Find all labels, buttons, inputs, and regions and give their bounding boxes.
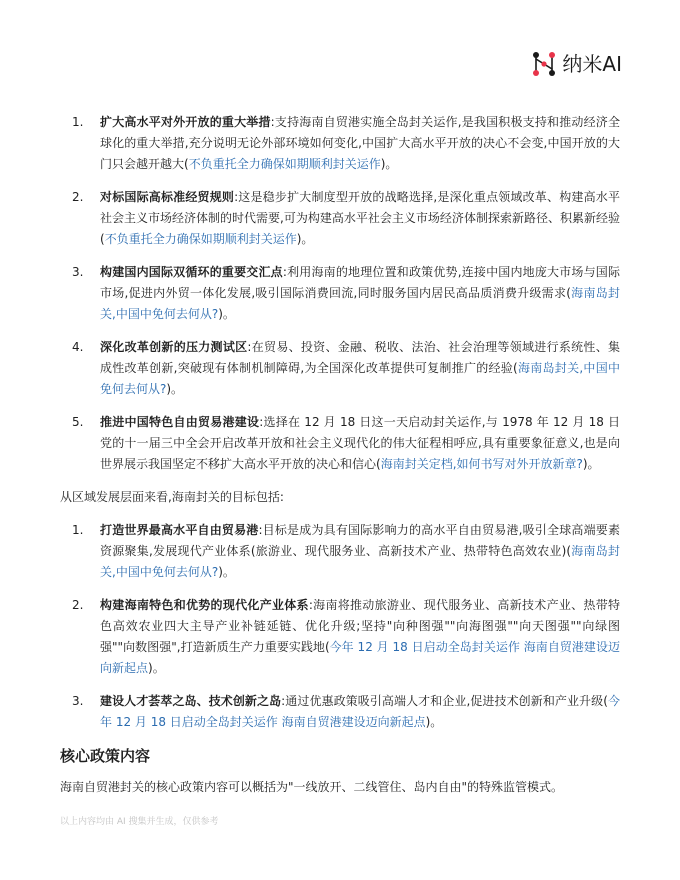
goals-list	[60, 520, 620, 733]
item-body: :利用海南的地理位置和政策优势,连接中国内地庞大市场与国际市场,促进内外贸一体化发展,吸引国际消费回流,同时服务国内居民高品质消费升级需求(	[100, 265, 620, 300]
list-item: 3. 建设人才荟萃之岛、技术创新之岛:通过优惠政策吸引高端人才和企业,促进技术创新和产业升级(今年 12 月 18 日启动全岛封关运作 海南自贸港建设迈向新起点)。	[72, 694, 620, 729]
ai-disclaimer: 以上内容均由 AI 搜集并生成，仅供参考	[60, 817, 219, 827]
section-heading: 核心政策内容	[60, 747, 151, 765]
document-body	[60, 112, 620, 810]
source-link[interactable]: 海南岛封关,中国中免何去何从?	[100, 544, 620, 579]
list-item: 3. 构建国内国际双循环的重要交汇点:利用海南的地理位置和政策优势,连接中国内地庞大市场与国际市场,促进内外贸一体化发展,吸引国际消费回流,同时服务国内居民高品质消费升级需求(海南岛封关,中国中免何去何从?)。	[72, 265, 620, 321]
brand-name: 纳米AI	[562, 52, 622, 76]
source-link[interactable]: 今年 12 月 18 日启动全岛封关运作 海南自贸港建设迈向新起点	[100, 694, 620, 729]
section-paragraph: 海南自贸港封关的核心政策内容可以概括为"一线放开、二线管住、岛内自由"的特殊监管模式。	[60, 780, 564, 794]
item-title: 建设人才荟萃之岛、技术创新之岛	[100, 694, 282, 708]
source-link[interactable]: 海南封关定档,如何书写对外开放新章?	[380, 457, 583, 471]
intro-paragraph: 从区域发展层面来看,海南封关的目标包括:	[60, 490, 284, 504]
source-link[interactable]: 海南岛封关,中国中免何去何从?	[100, 361, 620, 396]
list-item: 1. 扩大高水平对外开放的重大举措:支持海南自贸港实施全岛封关运作,是我国积极支持和推动经济全球化的重大举措,充分说明无论外部环境如何变化,中国扩大高水平开放的决心不会变,中国开放的大门只会越开越大(不负重托全力确保如期顺利封关运作)。	[72, 115, 620, 171]
item-body: :海南将推动旅游业、现代服务业、高新技术产业、热带特色高效农业四大主导产业补链延链、优化升级;坚持"向种图强""向海图强""向天图强""向绿图强""向数图强",打造新质生产力重要实践地(	[100, 598, 620, 654]
list-item: 5. 推进中国特色自由贸易港建设:选择在 12 月 18 日这一天启动封关运作,与 1978 年 12 月 18 日党的十一届三中全会开启改革开放和社会主义现代化的伟大征程相呼应,具有重要象征意义,也是向世界展示我国坚定不移扩大高水平开放的决心和信心(海南封关定档,如何书写对外开放新章?)。	[72, 415, 620, 471]
item-title: 打造世界最高水平自由贸易港	[100, 523, 259, 537]
list-item: 2. 构建海南特色和优势的现代化产业体系:海南将推动旅游业、现代服务业、高新技术产业、热带特色高效农业四大主导产业补链延链、优化升级;坚持"向种图强""向海图强""向天图强""向绿图强""向数图强",打造新质生产力重要实践地(今年 12 月 18 日启动全岛封关运作 海南自贸港建设迈向新起点)。	[72, 598, 620, 675]
item-title: 构建国内国际双循环的重要交汇点	[100, 265, 283, 279]
nano-logo-icon	[530, 50, 558, 78]
item-title: 对标国际高标准经贸规则	[100, 190, 235, 204]
item-title: 推进中国特色自由贸易港建设	[100, 415, 260, 429]
item-body: :这是稳步扩大制度型开放的战略选择,是深化重点领域改革、构建高水平社会主义市场经济体制的时代需要,可为构建高水平社会主义市场经济体制探索新路径、积累新经验(	[100, 190, 620, 246]
item-body: :支持海南自贸港实施全岛封关运作,是我国积极支持和推动经济全球化的重大举措,充分说明无论外部环境如何变化,中国扩大高水平开放的决心不会变,中国开放的大门只会越开越大(	[100, 115, 620, 171]
item-body: :目标是成为具有国际影响力的高水平自由贸易港,吸引全球高端要素资源聚集,发展现代产业体系(旅游业、现代服务业、高新技术产业、热带特色高效农业)(	[100, 523, 620, 558]
item-body: :选择在 12 月 18 日这一天启动封关运作,与 1978 年 12 月 18 日党的十一届三中全会开启改革开放和社会主义现代化的伟大征程相呼应,具有重要象征意义,也是向世界展示我国坚定不移扩大高水平开放的决心和信心(	[100, 415, 620, 471]
item-title: 扩大高水平对外开放的重大举措	[100, 115, 271, 129]
item-body: :在贸易、投资、金融、税收、法治、社会治理等领域进行系统性、集成性改革创新,突破现有体制机制障碍,为全国深化改革提供可复制推广的经验(	[100, 340, 620, 375]
list-item: 4. 深化改革创新的压力测试区:在贸易、投资、金融、税收、法治、社会治理等领域进行系统性、集成性改革创新,突破现有体制机制障碍,为全国深化改革提供可复制推广的经验(海南岛封关,中国中免何去何从?)。	[72, 340, 620, 396]
item-title: 构建海南特色和优势的现代化产业体系	[100, 598, 309, 612]
list-item: 1. 打造世界最高水平自由贸易港:目标是成为具有国际影响力的高水平自由贸易港,吸引全球高端要素资源聚集,发展现代产业体系(旅游业、现代服务业、高新技术产业、热带特色高效农业)(海南岛封关,中国中免何去何从?)。	[72, 523, 620, 579]
source-link[interactable]: 海南岛封关,中国中免何去何从?	[100, 286, 620, 321]
source-link[interactable]: 不负重托全力确保如期顺利封关运作	[188, 157, 381, 171]
item-title: 深化改革创新的压力测试区	[100, 340, 248, 354]
significance-list	[60, 112, 620, 475]
list-item: 2. 对标国际高标准经贸规则:这是稳步扩大制度型开放的战略选择,是深化重点领域改革、构建高水平社会主义市场经济体制的时代需要,可为构建高水平社会主义市场经济体制探索新路径、积累新经验(不负重托全力确保如期顺利封关运作)。	[72, 190, 620, 246]
item-body: :通过优惠政策吸引高端人才和企业,促进技术创新和产业升级(	[281, 694, 608, 708]
source-link[interactable]: 今年 12 月 18 日启动全岛封关运作 海南自贸港建设迈向新起点	[100, 640, 620, 675]
brand-logo	[530, 50, 622, 78]
source-link[interactable]: 不负重托全力确保如期顺利封关运作	[104, 232, 297, 246]
